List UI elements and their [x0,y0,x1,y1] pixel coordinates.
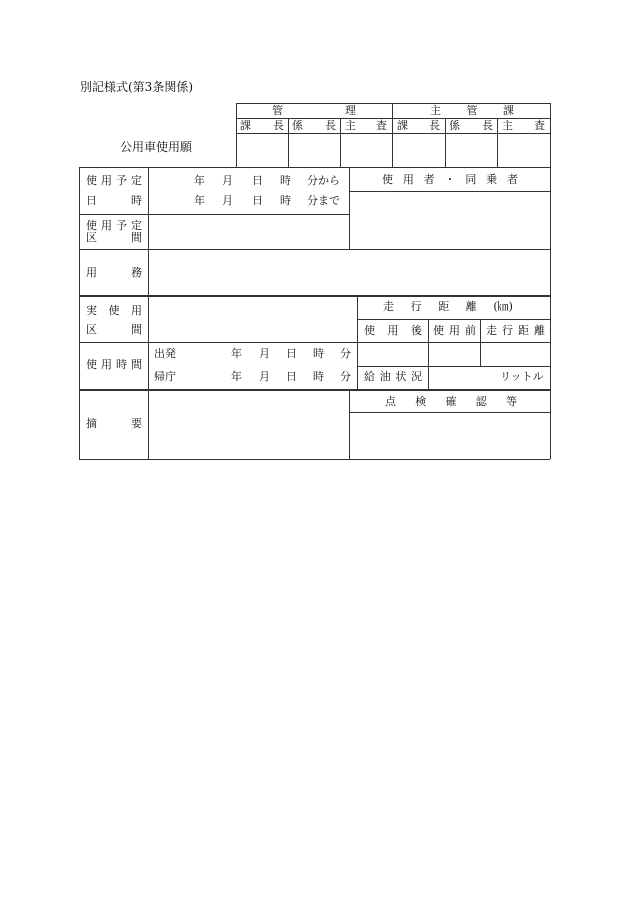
return-label: 帰庁 [154,370,176,383]
fuel-amount-field[interactable] [429,367,499,389]
to-minute-unit: 分まで [307,194,340,207]
stamp-box-shukan-kacho[interactable] [393,134,445,167]
document-title: 公用車使用願 [120,140,193,154]
distance-header: 走 行 距 離 (㎞) [383,300,513,313]
depart-label: 出発 [154,347,176,360]
depart-hour-unit: 時 [313,347,324,360]
from-day-unit: 日 [252,174,263,187]
from-month-unit: 月 [222,174,233,187]
return-day-unit: 日 [286,370,297,383]
inspection-field[interactable] [350,413,550,459]
depart-day-unit: 日 [286,347,297,360]
role-shukan-kakaricho: 係 長 [449,119,493,132]
stamp-box-kanri-shusa[interactable] [341,134,392,167]
return-year-unit: 年 [231,370,242,383]
users-passengers-header: 使 用 者 ・ 同 乗 者 [382,173,518,186]
role-kanri-shusa: 主 査 [345,119,387,132]
to-month-unit: 月 [222,194,233,207]
role-kanri-kacho: 課 長 [240,119,284,132]
return-month-unit: 月 [259,370,270,383]
fuel-status-label: 給 油 状 況 [364,370,422,383]
schedule-label-line1: 使 用 予 定 [86,174,142,187]
remarks-label: 摘 要 [86,417,142,430]
stamp-box-kanri-kakaricho[interactable] [289,134,340,167]
route-plan-label-line1: 使 用 予 定 [86,219,142,232]
schedule-label-line2: 日 時 [86,194,142,207]
to-year-unit: 年 [194,194,205,207]
business-field[interactable] [149,250,550,295]
from-hour-unit: 時 [280,174,291,187]
depart-time-field[interactable] [175,344,355,365]
to-day-unit: 日 [252,194,263,207]
usage-time-label: 使 用 時 間 [86,358,142,371]
users-passengers-field[interactable] [350,192,550,249]
approval-group-kanri: 管 理 [272,104,356,117]
depart-minute-unit: 分 [340,347,351,360]
depart-year-unit: 年 [231,347,242,360]
approval-group-shukan: 主 管 課 [430,104,514,117]
depart-month-unit: 月 [259,347,270,360]
from-year-unit: 年 [194,174,205,187]
odometer-after-label: 使 用 後 [364,324,422,337]
to-hour-unit: 時 [280,194,291,207]
return-time-field[interactable] [175,367,355,388]
distance-traveled-field[interactable] [481,343,550,366]
role-shukan-kacho: 課 長 [397,119,440,132]
route-plan-label-line2: 区 間 [86,231,142,244]
actual-route-label-line2: 区 間 [86,323,142,336]
inspection-header: 点 検 確 認 等 [385,395,517,408]
role-shukan-shusa: 主 査 [502,119,545,132]
business-label: 用 務 [86,266,142,279]
from-minute-unit: 分から [307,174,340,187]
stamp-box-kanri-kacho[interactable] [237,134,288,167]
stamp-box-shukan-shusa[interactable] [498,134,550,167]
fuel-unit-liters: リットル [500,370,544,383]
return-hour-unit: 時 [313,370,324,383]
odometer-before-label: 使 用 前 [433,324,476,337]
form-reference: 別記様式(第3条関係) [80,80,193,94]
actual-route-field[interactable] [149,297,357,342]
stamp-box-shukan-kakaricho[interactable] [446,134,497,167]
remarks-field[interactable] [149,391,349,459]
odometer-after-field[interactable] [358,343,428,366]
odometer-before-field[interactable] [429,343,480,366]
actual-route-label-line1: 実 使 用 [86,304,142,317]
distance-traveled-label: 走 行 距 離 [486,324,545,337]
route-plan-field[interactable] [149,215,349,249]
role-kanri-kakaricho: 係 長 [292,119,336,132]
return-minute-unit: 分 [340,370,351,383]
